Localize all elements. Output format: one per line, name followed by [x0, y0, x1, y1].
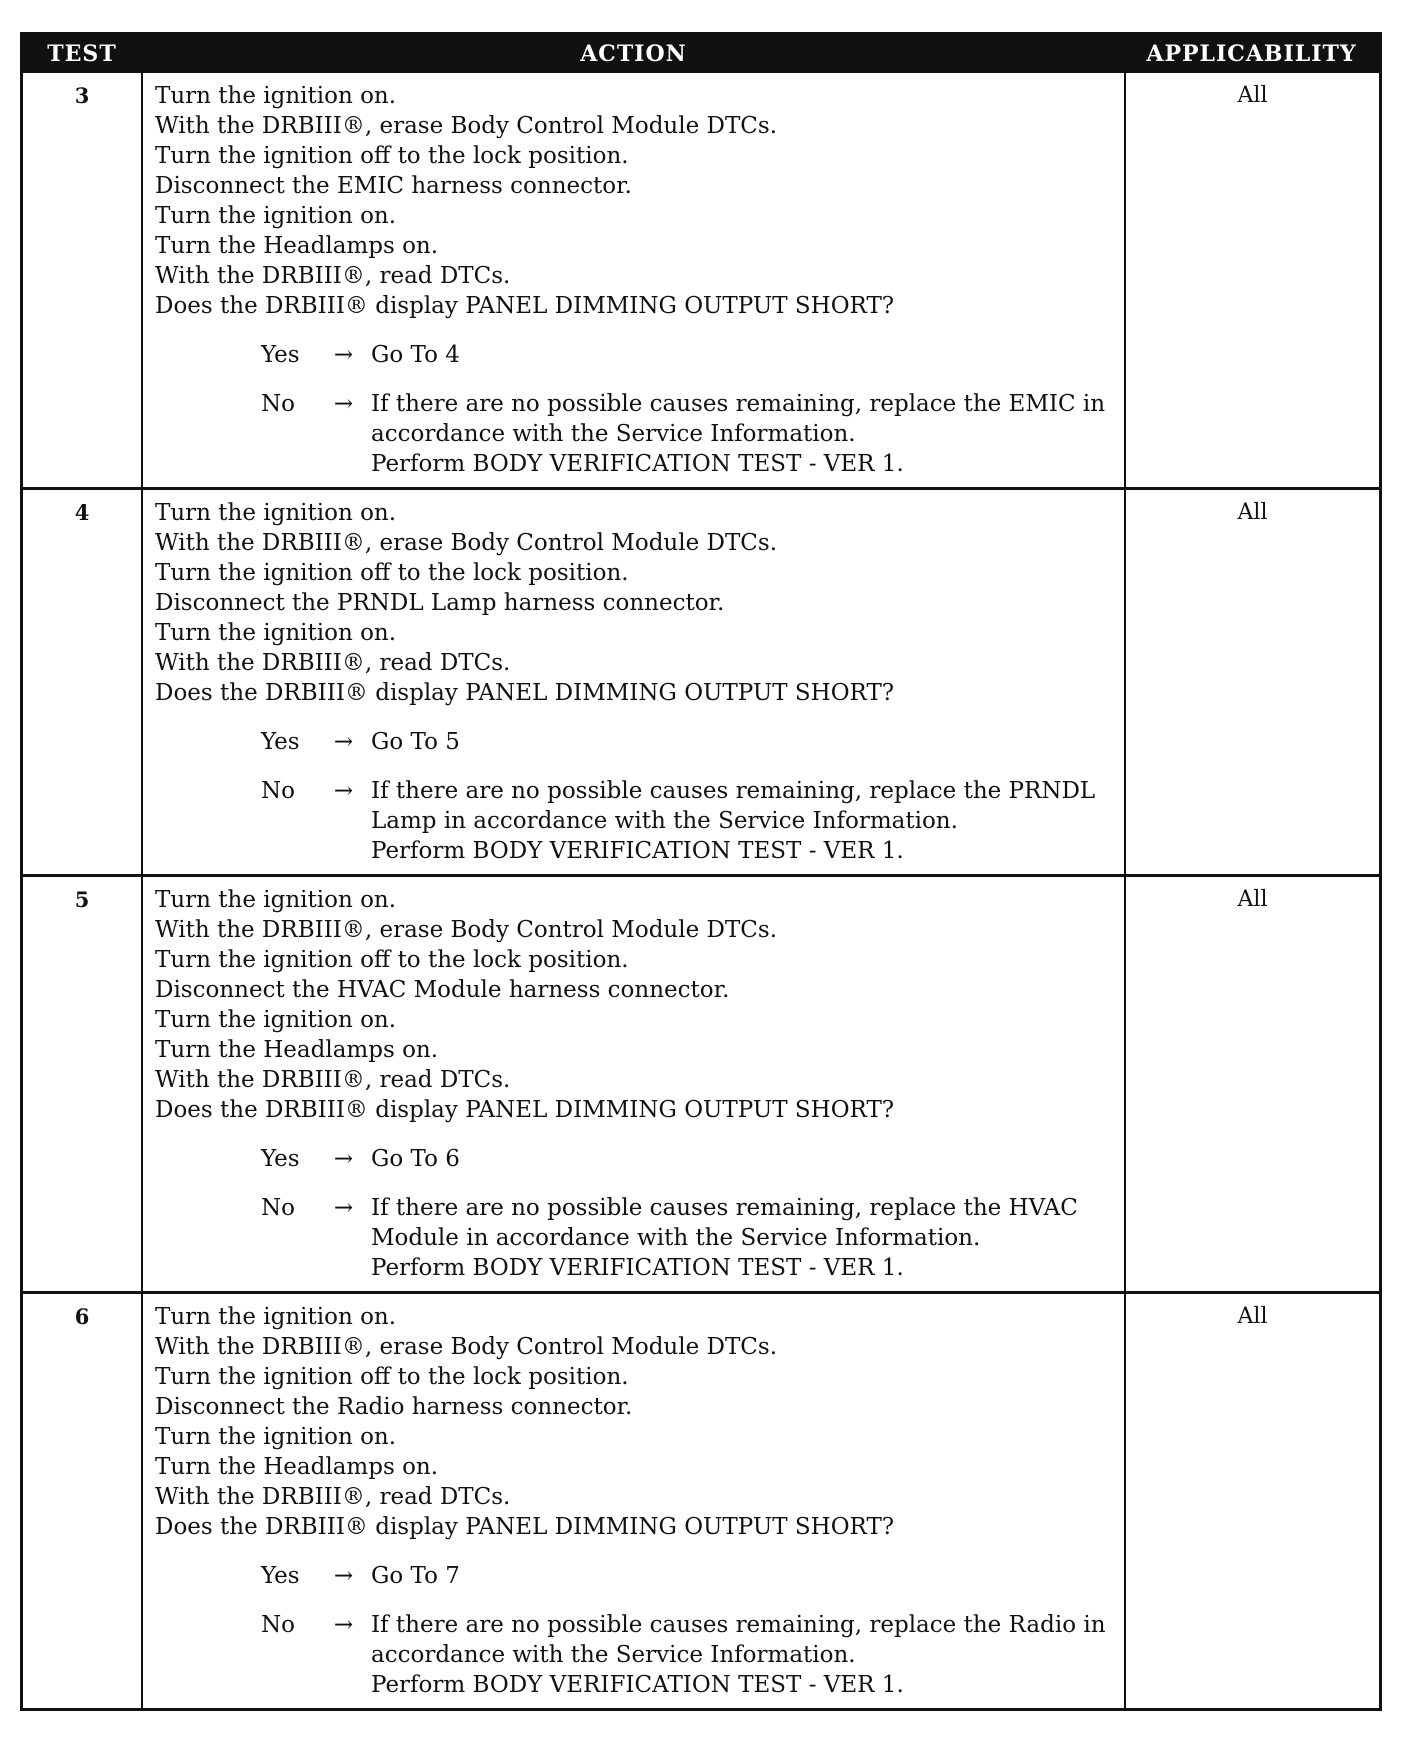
yes-label: Yes — [261, 342, 300, 368]
test-number: 5 — [23, 877, 143, 1291]
no-instruction-line: Perform BODY VERIFICATION TEST - VER 1. — [371, 1672, 904, 1698]
no-branch — [261, 776, 1116, 866]
applicability-cell: All — [1124, 1294, 1379, 1708]
action-step: Turn the Headlamps on. — [155, 1037, 439, 1063]
action-step: Turn the ignition on. — [155, 887, 397, 913]
action-step: With the DRBIII®, erase Body Control Module DTCs. — [155, 113, 778, 139]
header-test: TEST — [23, 35, 143, 73]
action-step: Does the DRBIII® display PANEL DIMMING OUTPUT SHORT? — [155, 1514, 895, 1540]
no-instruction-line: If there are no possible causes remaining, replace the PRNDL — [371, 778, 1096, 804]
arrow-right-icon: → — [333, 1146, 354, 1172]
action-step: Turn the ignition off to the lock position. — [155, 947, 629, 973]
action-step: Turn the Headlamps on. — [155, 233, 439, 259]
action-step: With the DRBIII®, erase Body Control Module DTCs. — [155, 530, 778, 556]
arrow-right-icon: → — [333, 1612, 354, 1638]
action-step: With the DRBIII®, read DTCs. — [155, 1067, 511, 1093]
no-instruction-line: If there are no possible causes remaining, replace the Radio in — [371, 1612, 1106, 1638]
action-step: Does the DRBIII® display PANEL DIMMING OUTPUT SHORT? — [155, 680, 895, 706]
action-step: Does the DRBIII® display PANEL DIMMING OUTPUT SHORT? — [155, 1097, 895, 1123]
no-label: No — [261, 778, 295, 804]
no-instructions — [371, 1193, 1116, 1283]
no-instruction-line: If there are no possible causes remaining, replace the HVAC — [371, 1195, 1078, 1221]
yes-goto: Go To 6 — [371, 1146, 460, 1172]
no-instruction-line: Perform BODY VERIFICATION TEST - VER 1. — [371, 838, 904, 864]
no-label: No — [261, 391, 295, 417]
yes-goto: Go To 7 — [371, 1563, 460, 1589]
table-row — [23, 1291, 1379, 1708]
action-cell — [143, 877, 1124, 1291]
table-body — [23, 73, 1379, 1708]
action-cell — [143, 490, 1124, 874]
no-instruction-line: Module in accordance with the Service Information. — [371, 1225, 981, 1251]
no-label: No — [261, 1612, 295, 1638]
no-branch — [261, 1610, 1116, 1700]
applicability-cell: All — [1124, 877, 1379, 1291]
action-step: With the DRBIII®, erase Body Control Module DTCs. — [155, 1334, 778, 1360]
action-step: Turn the ignition on. — [155, 83, 397, 109]
action-step: Disconnect the PRNDL Lamp harness connector. — [155, 590, 725, 616]
header-applicability: APPLICABILITY — [1146, 41, 1357, 67]
arrow-right-icon: → — [333, 729, 354, 755]
yes-label: Yes — [261, 1563, 300, 1589]
action-step: With the DRBIII®, erase Body Control Module DTCs. — [155, 917, 778, 943]
action-step: Turn the ignition on. — [155, 1007, 397, 1033]
no-instructions — [371, 389, 1116, 479]
table-row — [23, 73, 1379, 487]
test-number: 6 — [23, 1294, 143, 1708]
table-row — [23, 874, 1379, 1291]
yes-label: Yes — [261, 729, 300, 755]
no-branch — [261, 389, 1116, 479]
header-action: ACTION — [580, 41, 687, 67]
yes-branch — [261, 340, 1116, 370]
table-row — [23, 487, 1379, 874]
no-branch — [261, 1193, 1116, 1283]
arrow-right-icon: → — [333, 391, 354, 417]
action-step: With the DRBIII®, read DTCs. — [155, 650, 511, 676]
action-step: Turn the ignition on. — [155, 1304, 397, 1330]
action-step: Turn the ignition on. — [155, 620, 397, 646]
action-step: With the DRBIII®, read DTCs. — [155, 263, 511, 289]
applicability-cell: All — [1124, 490, 1379, 874]
action-cell — [143, 73, 1124, 487]
yes-branch — [261, 727, 1116, 757]
no-label: No — [261, 1195, 295, 1221]
no-instruction-line: Lamp in accordance with the Service Information. — [371, 808, 958, 834]
no-instruction-line: accordance with the Service Information. — [371, 421, 856, 447]
no-instructions — [371, 776, 1116, 866]
no-instruction-line: If there are no possible causes remaining, replace the EMIC in — [371, 391, 1106, 417]
applicability-cell: All — [1124, 73, 1379, 487]
no-instruction-line: accordance with the Service Information. — [371, 1642, 856, 1668]
action-step: Turn the ignition off to the lock position. — [155, 560, 629, 586]
action-step: Disconnect the HVAC Module harness connector. — [155, 977, 730, 1003]
action-step: Does the DRBIII® display PANEL DIMMING OUTPUT SHORT? — [155, 293, 895, 319]
yes-goto: Go To 5 — [371, 729, 460, 755]
test-number: 4 — [23, 490, 143, 874]
yes-branch — [261, 1144, 1116, 1174]
no-instruction-line: Perform BODY VERIFICATION TEST - VER 1. — [371, 451, 904, 477]
table-header — [23, 35, 1379, 73]
yes-label: Yes — [261, 1146, 300, 1172]
action-step: With the DRBIII®, read DTCs. — [155, 1484, 511, 1510]
diagnostic-test-table — [20, 32, 1382, 1711]
action-step: Turn the ignition on. — [155, 1424, 397, 1450]
yes-branch — [261, 1561, 1116, 1591]
arrow-right-icon: → — [333, 1563, 354, 1589]
test-number: 3 — [23, 73, 143, 487]
arrow-right-icon: → — [333, 342, 354, 368]
action-step: Disconnect the Radio harness connector. — [155, 1394, 633, 1420]
arrow-right-icon: → — [333, 1195, 354, 1221]
action-step: Turn the ignition on. — [155, 203, 397, 229]
action-cell — [143, 1294, 1124, 1708]
action-step: Turn the ignition on. — [155, 500, 397, 526]
action-step: Turn the Headlamps on. — [155, 1454, 439, 1480]
no-instruction-line: Perform BODY VERIFICATION TEST - VER 1. — [371, 1255, 904, 1281]
arrow-right-icon: → — [333, 778, 354, 804]
action-step: Turn the ignition off to the lock position. — [155, 1364, 629, 1390]
no-instructions — [371, 1610, 1116, 1700]
action-step: Disconnect the EMIC harness connector. — [155, 173, 632, 199]
action-step: Turn the ignition off to the lock position. — [155, 143, 629, 169]
yes-goto: Go To 4 — [371, 342, 460, 368]
